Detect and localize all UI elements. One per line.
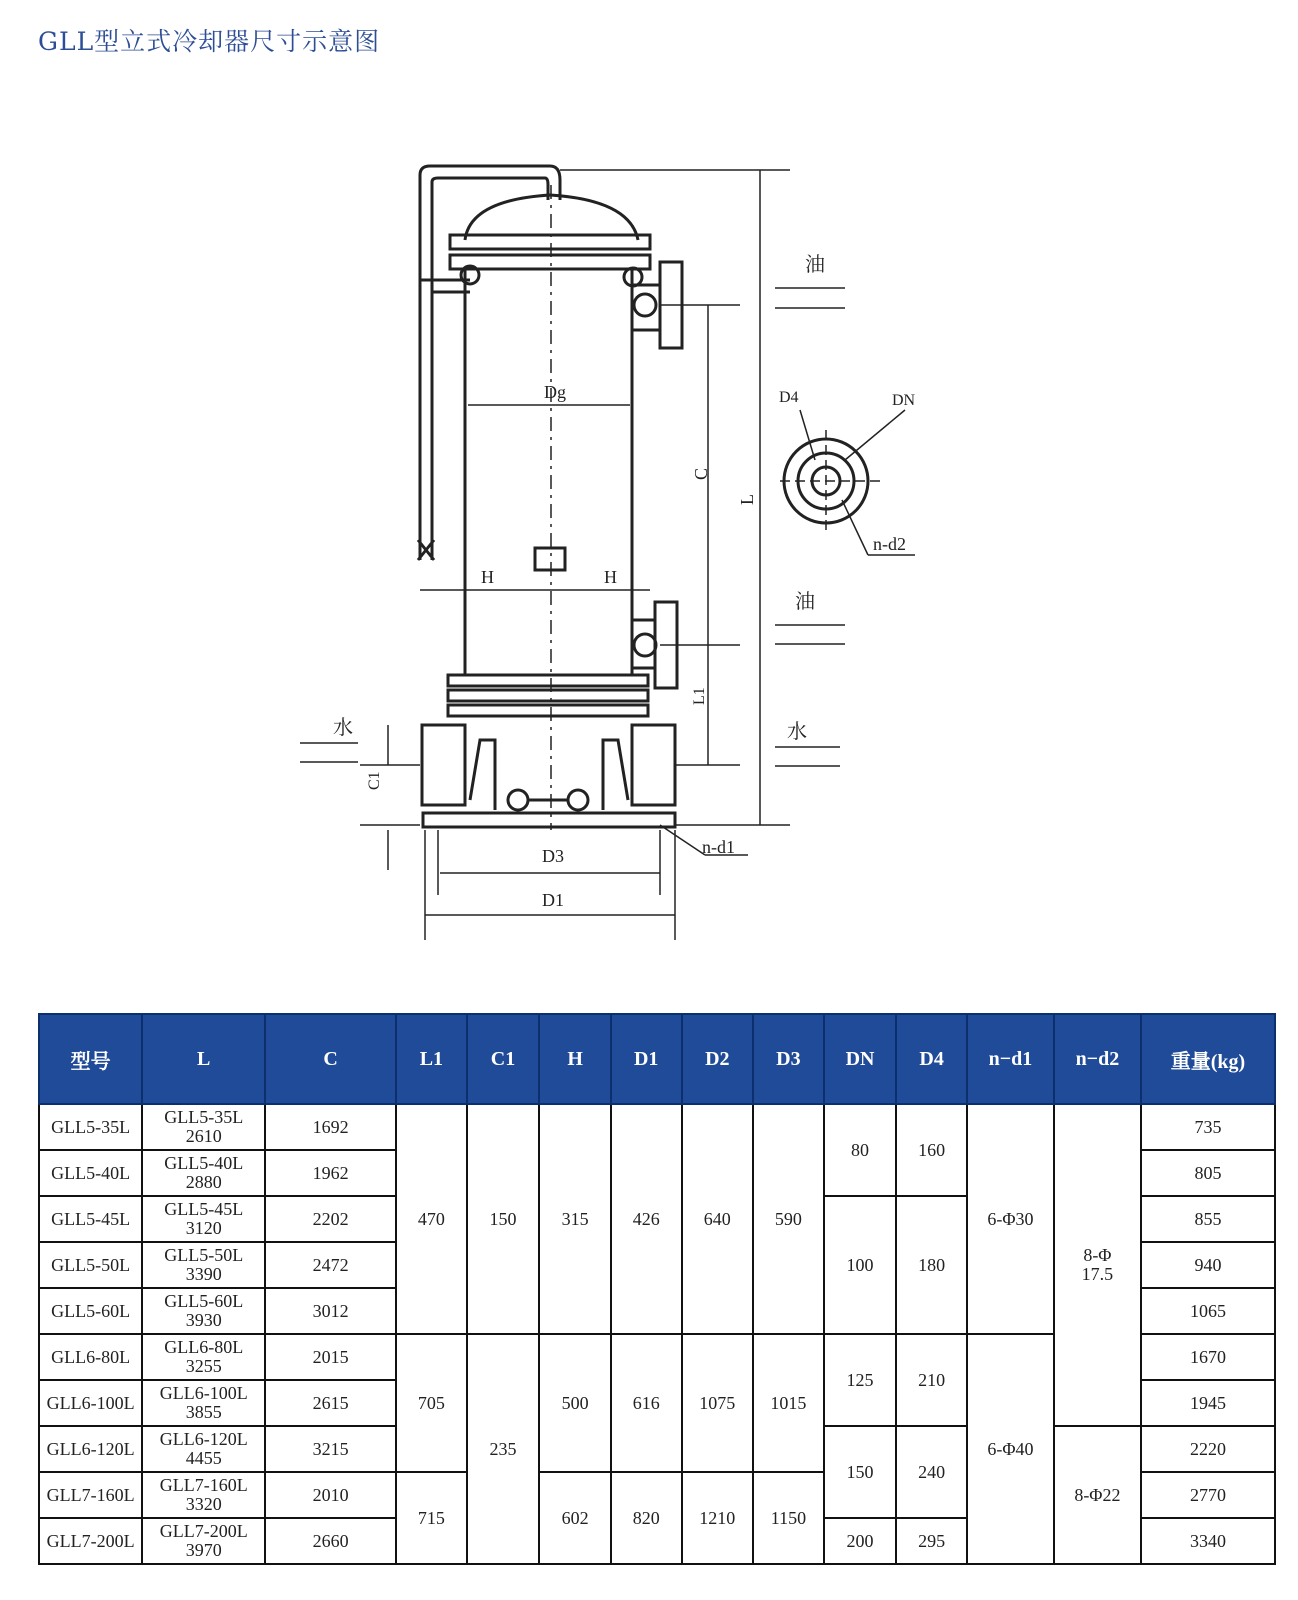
cell-l (142, 1196, 265, 1242)
cell-d4: 180 (896, 1196, 967, 1334)
cell-d4: 295 (896, 1518, 967, 1564)
cell-weight: 1065 (1141, 1288, 1275, 1334)
header-h: H (539, 1014, 611, 1104)
cell-l-model: GLL5-45L (164, 1199, 244, 1220)
cell-l1: 705 (396, 1334, 467, 1472)
oil-outlet-label: 油 (795, 591, 815, 613)
dim-h-right-label: H (604, 567, 617, 587)
cell-d2: 640 (682, 1104, 754, 1334)
water-left-label: 水 (333, 717, 353, 739)
cell-d4: 160 (896, 1104, 967, 1196)
cell-d4: 210 (896, 1334, 967, 1426)
cell-model: GLL7-200L (39, 1518, 142, 1564)
cell-weight: 1670 (1141, 1334, 1275, 1380)
dim-h-left-label: H (481, 567, 494, 587)
cell-l-value: 3320 (185, 1494, 222, 1514)
cell-model: GLL5-35L (39, 1104, 142, 1150)
cell-nd1: 6-Φ30 (967, 1104, 1054, 1334)
cell-h: 602 (539, 1472, 611, 1564)
cell-c: 3215 (265, 1426, 396, 1472)
cell-c: 2660 (265, 1518, 396, 1564)
cell-l (142, 1334, 265, 1380)
cell-l-model: GLL5-40L (164, 1153, 244, 1174)
page-title: GLL型立式冷却器尺寸示意图 (38, 27, 381, 56)
cell-l (142, 1518, 265, 1564)
header-d3: D3 (753, 1014, 824, 1104)
cell-d1: 426 (611, 1104, 682, 1334)
cell-l-model: GLL5-50L (164, 1245, 244, 1266)
cell-dn: 80 (824, 1104, 897, 1196)
cell-nd2: 8-Φ22 (1054, 1426, 1141, 1564)
cell-d2: 1075 (682, 1334, 754, 1472)
header-nd1: n−d1 (967, 1014, 1054, 1104)
cell-model: GLL5-40L (39, 1150, 142, 1196)
cell-dn: 200 (824, 1518, 897, 1564)
cell-h: 315 (539, 1104, 611, 1334)
cell-h: 500 (539, 1334, 611, 1472)
cell-weight: 805 (1141, 1150, 1275, 1196)
oil-inlet-label: 油 (805, 254, 825, 276)
cell-nd2 (1054, 1104, 1141, 1426)
cell-model: GLL6-120L (39, 1426, 142, 1472)
header-l1: L1 (396, 1014, 467, 1104)
cell-d3: 1015 (753, 1334, 824, 1472)
cell-l (142, 1104, 265, 1150)
dim-nd1-label: n-d1 (702, 837, 735, 857)
cell-d3: 590 (753, 1104, 824, 1334)
cell-dn: 125 (824, 1334, 897, 1426)
header-nd2: n−d2 (1054, 1014, 1141, 1104)
cell-dn: 150 (824, 1426, 897, 1518)
cell-l (142, 1242, 265, 1288)
cell-d4: 240 (896, 1426, 967, 1518)
cell-weight: 2220 (1141, 1426, 1275, 1472)
cell-weight: 2770 (1141, 1472, 1275, 1518)
cell-model: GLL5-45L (39, 1196, 142, 1242)
spec-table (38, 1013, 1276, 1565)
cell-l (142, 1426, 265, 1472)
dim-c-label: C (691, 467, 711, 480)
cell-d1: 820 (611, 1472, 682, 1564)
cell-l-value: 3855 (185, 1402, 222, 1422)
dim-d4-label: D4 (779, 389, 799, 406)
cell-weight: 3340 (1141, 1518, 1275, 1564)
cell-l-model: GLL7-160L (159, 1475, 248, 1496)
cell-l-model: GLL6-100L (159, 1383, 248, 1404)
cell-weight: 940 (1141, 1242, 1275, 1288)
cell-l-model: GLL6-120L (159, 1429, 248, 1450)
table-header-row (39, 1014, 1275, 1104)
cell-d1: 616 (611, 1334, 682, 1472)
cell-c: 1962 (265, 1150, 396, 1196)
cell-model: GLL6-100L (39, 1380, 142, 1426)
header-d1: D1 (611, 1014, 682, 1104)
header-l: L (142, 1014, 265, 1104)
header-c: C (265, 1014, 396, 1104)
header-weight: 重量(kg) (1141, 1014, 1275, 1104)
header-d2: D2 (682, 1014, 754, 1104)
cell-l-value: 3120 (185, 1218, 222, 1238)
dim-d3-label: D3 (542, 846, 564, 866)
dim-nd2-label: n-d2 (873, 534, 906, 554)
cell-l-value: 3390 (185, 1264, 222, 1284)
dim-dn-label: DN (892, 392, 916, 409)
cell-weight: 855 (1141, 1196, 1275, 1242)
cell-l-value: 2610 (185, 1126, 222, 1146)
cell-l-model: GLL6-80L (164, 1337, 244, 1358)
header-dn: DN (824, 1014, 897, 1104)
cell-model: GLL6-80L (39, 1334, 142, 1380)
header-d4: D4 (896, 1014, 967, 1104)
cell-d3: 1150 (753, 1472, 824, 1564)
cell-model: GLL5-50L (39, 1242, 142, 1288)
cell-l-value: 2880 (185, 1172, 222, 1192)
cell-l (142, 1380, 265, 1426)
dim-dg-label: Dg (544, 382, 566, 402)
cell-model: GLL7-160L (39, 1472, 142, 1518)
dim-c1-label: C1 (366, 771, 383, 790)
water-right-label: 水 (787, 721, 807, 743)
cell-c: 3012 (265, 1288, 396, 1334)
cell-nd2-line1: 8-Φ (1083, 1245, 1112, 1266)
cell-c1: 150 (467, 1104, 540, 1334)
cell-l-model: GLL5-60L (164, 1291, 244, 1312)
header-c1: C1 (467, 1014, 540, 1104)
dim-l1-label: L1 (691, 687, 708, 705)
cell-weight: 1945 (1141, 1380, 1275, 1426)
cell-c: 2615 (265, 1380, 396, 1426)
cell-model: GLL5-60L (39, 1288, 142, 1334)
cell-d2: 1210 (682, 1472, 754, 1564)
cell-dn: 100 (824, 1196, 897, 1334)
cell-l (142, 1288, 265, 1334)
cell-c: 2010 (265, 1472, 396, 1518)
cell-l-value: 3255 (185, 1356, 222, 1376)
cell-l1: 715 (396, 1472, 467, 1564)
cell-l-value: 4455 (185, 1448, 222, 1468)
cell-l (142, 1150, 265, 1196)
cell-l1: 470 (396, 1104, 467, 1334)
cell-c1: 235 (467, 1334, 540, 1564)
cell-c: 2472 (265, 1242, 396, 1288)
cell-c: 2202 (265, 1196, 396, 1242)
cell-nd1: 6-Φ40 (967, 1334, 1054, 1564)
cell-c: 2015 (265, 1334, 396, 1380)
cell-l-value: 3930 (185, 1310, 222, 1330)
dim-d1-label: D1 (542, 890, 564, 910)
cell-l-model: GLL5-35L (164, 1107, 244, 1128)
table-row (39, 1104, 1275, 1150)
cell-l-model: GLL7-200L (159, 1521, 248, 1542)
cell-weight: 735 (1141, 1104, 1275, 1150)
cell-c: 1692 (265, 1104, 396, 1150)
header-model: 型号 (39, 1014, 142, 1104)
cell-l-value: 3970 (185, 1540, 222, 1560)
cell-l (142, 1472, 265, 1518)
dim-l-label: L (737, 494, 757, 505)
cell-nd2-line2: 17.5 (1081, 1264, 1114, 1284)
